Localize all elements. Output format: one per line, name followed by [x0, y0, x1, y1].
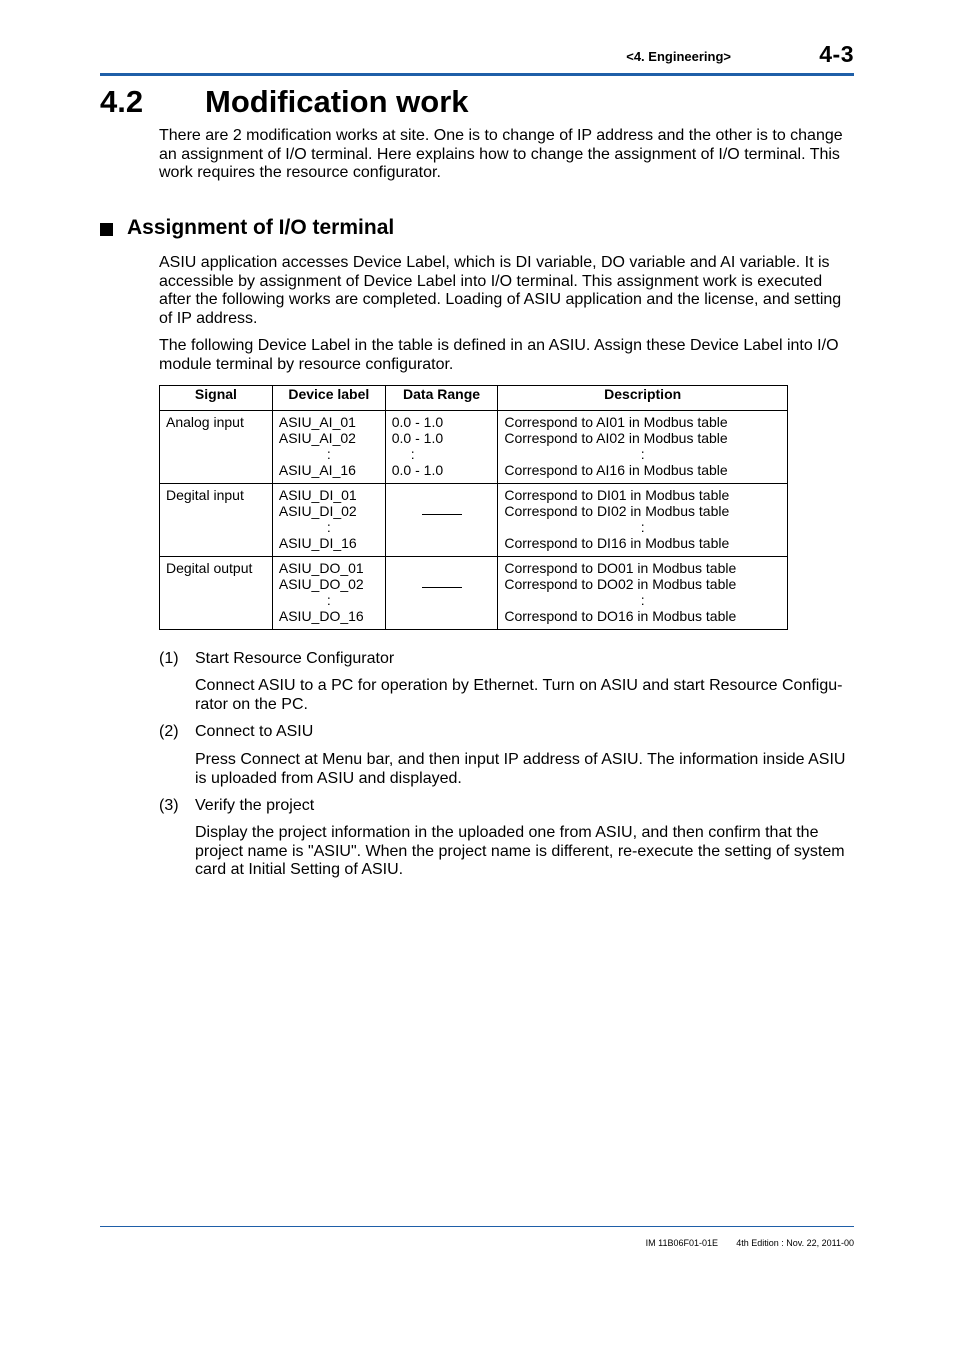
assignment-paragraph-2	[159, 337, 839, 374]
no-range-dash	[386, 484, 498, 518]
data-range: 0.0 - 1.0	[391, 414, 444, 430]
signal-cell: Degital input	[166, 487, 244, 503]
device-label: ASIU_AI_16	[278, 462, 356, 478]
ellipsis-marker: :	[326, 446, 331, 462]
device-label: ASIU_DI_01	[278, 487, 357, 503]
ellipsis-marker: :	[410, 446, 415, 462]
section-title: Modification work	[205, 84, 469, 119]
description: Correspond to DO16 in Modbus table	[504, 608, 737, 624]
text-line: work requires the resource configurator.	[159, 164, 441, 182]
ellipsis-marker: :	[326, 519, 331, 535]
subsection-heading	[100, 216, 394, 240]
ellipsis-marker: :	[640, 519, 645, 535]
header-rule	[100, 73, 854, 76]
data-range: 0.0 - 1.0	[391, 462, 444, 478]
text-line: Connect ASIU to a PC for operation by Ethernet. Turn on ASIU and start Resource Configu-	[195, 677, 843, 694]
header-description: Description	[498, 386, 788, 411]
text-line: The following Device Label in the table is defined in an ASIU. Assign these Device Label into I/O	[159, 337, 839, 354]
section-number: 4.2	[100, 84, 144, 119]
text-line: an assignment of I/O terminal. Here explains how to change the assignment of I/O terminal. This	[159, 145, 840, 163]
text-line: Display the project information in the uploaded one from ASIU, and then confirm that the	[195, 824, 819, 841]
page-number: 4-3	[819, 41, 854, 67]
intro-paragraph	[159, 127, 843, 183]
text-line: There are 2 modification works at site. One is to change of IP address and the other is to change	[159, 127, 843, 144]
table-header-row	[160, 386, 788, 411]
device-label: ASIU_DI_16	[278, 535, 357, 551]
header-data-range: Data Range	[385, 386, 498, 411]
text-line: is uploaded from ASIU and displayed.	[195, 769, 462, 787]
step-number: (2)	[159, 723, 179, 740]
footer-rule	[100, 1226, 854, 1227]
ellipsis-marker: :	[640, 446, 645, 462]
description: Correspond to AI02 in Modbus table	[504, 430, 728, 446]
step-description	[195, 677, 842, 714]
signal-cell: Degital output	[166, 560, 253, 576]
step-label: Start Resource Configurator	[195, 650, 395, 667]
chapter-header: <4. Engineering>	[626, 49, 731, 64]
description: Correspond to AI01 in Modbus table	[504, 414, 728, 430]
header-device-label: Device label	[272, 386, 385, 411]
text-line: module terminal by resource configurator.	[159, 355, 454, 373]
text-line: accessible by assignment of Device Label into I/O terminal. This assignment work is executed	[159, 272, 823, 290]
device-label-table	[159, 385, 788, 630]
step-label: Connect to ASIU	[195, 723, 314, 740]
table-row-digital-input	[160, 484, 788, 557]
step-number: (1)	[159, 650, 179, 667]
device-label: ASIU_AI_02	[278, 430, 356, 446]
description: Correspond to DI01 in Modbus table	[504, 487, 730, 503]
square-bullet-icon	[100, 223, 113, 236]
description: Correspond to AI16 in Modbus table	[504, 462, 728, 478]
device-label: ASIU_DO_02	[278, 576, 364, 592]
data-range: 0.0 - 1.0	[391, 430, 444, 446]
text-line: ASIU application accesses Device Label, which is DI variable, DO variable and AI variable. It is	[159, 254, 830, 271]
device-label: ASIU_DI_02	[278, 503, 357, 519]
text-line: project name is "ASIU". When the project name is different, re-execute the setting of system	[195, 842, 845, 860]
text-line: of IP address.	[159, 309, 258, 327]
assignment-paragraph-1	[159, 254, 841, 328]
header-signal: Signal	[160, 386, 273, 411]
description: Correspond to DO02 in Modbus table	[504, 576, 737, 592]
table-row-digital-output	[160, 557, 788, 630]
ellipsis-marker: :	[326, 592, 331, 608]
signal-cell: Analog input	[166, 414, 244, 430]
step-label: Verify the project	[195, 797, 315, 814]
footer-edition: 4th Edition : Nov. 22, 2011-00	[736, 1238, 854, 1248]
device-label: ASIU_DO_16	[278, 608, 364, 624]
step-description	[195, 824, 845, 880]
ellipsis-marker: :	[640, 592, 645, 608]
footer-doc-id: IM 11B06F01-01E	[645, 1238, 718, 1248]
table-row-analog-input	[160, 411, 788, 484]
subsection-title: Assignment of I/O terminal	[127, 216, 395, 239]
step-number: (3)	[159, 797, 179, 814]
text-line: rator on the PC.	[195, 695, 308, 713]
device-label: ASIU_AI_01	[278, 414, 356, 430]
description: Correspond to DI02 in Modbus table	[504, 503, 730, 519]
text-line: card at Initial Setting of ASIU.	[195, 861, 404, 879]
step-description	[195, 751, 845, 788]
text-line: Press Connect at Menu bar, and then input IP address of ASIU. The information inside ASIU	[195, 751, 846, 768]
text-line: after the following works are completed. Loading of ASIU application and the license, and setting	[159, 291, 842, 309]
device-label: ASIU_DO_01	[278, 560, 364, 576]
no-range-dash	[386, 557, 498, 591]
description: Correspond to DI16 in Modbus table	[504, 535, 730, 551]
description: Correspond to DO01 in Modbus table	[504, 560, 737, 576]
